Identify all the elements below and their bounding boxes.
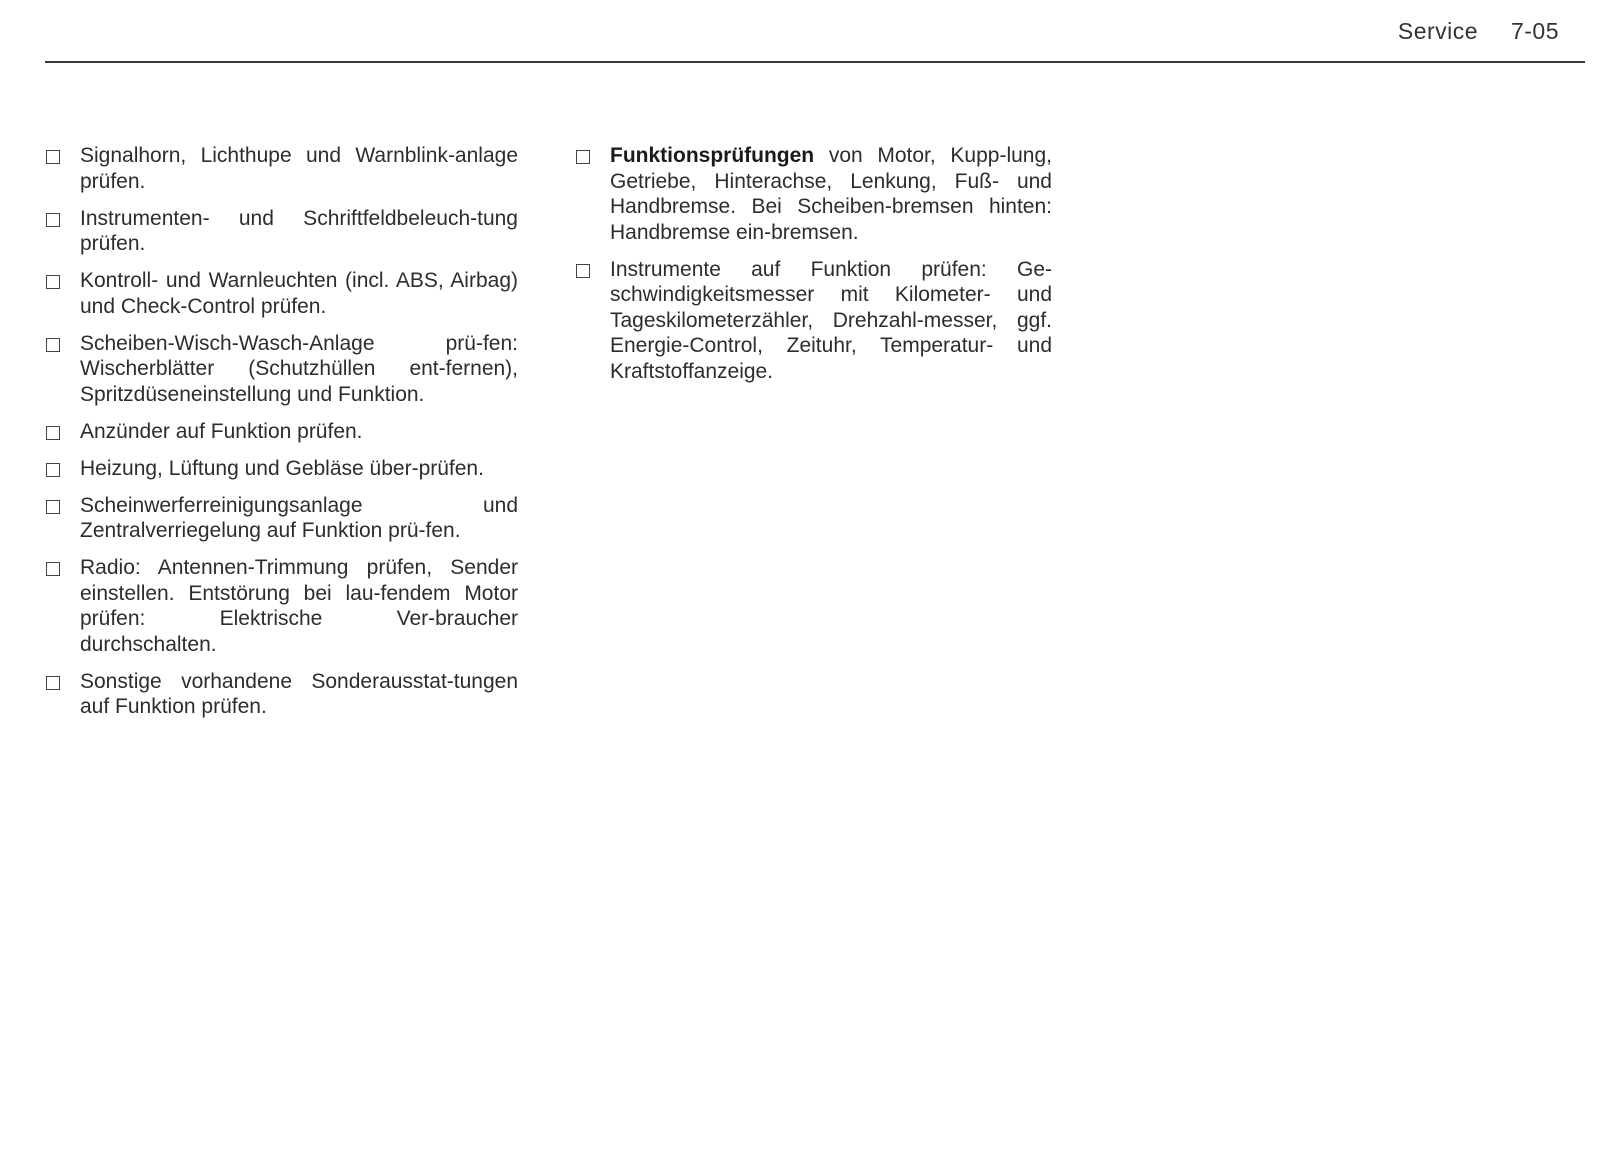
checklist-item bbox=[42, 493, 518, 544]
checklist-item bbox=[42, 669, 518, 720]
checklist-item-text: Sonstige vorhandene Sonderausstat-tungen auf Funktion prüfen. bbox=[80, 669, 518, 718]
checkbox-icon bbox=[46, 338, 60, 352]
checkbox-icon bbox=[46, 213, 60, 227]
checkbox-icon bbox=[46, 275, 60, 289]
page-number: 7-05 bbox=[1510, 18, 1559, 44]
checklist-item bbox=[42, 268, 518, 319]
checklist-item bbox=[42, 555, 518, 657]
section-title: Service bbox=[1397, 18, 1479, 44]
checklist-item bbox=[42, 331, 518, 408]
checkbox-icon bbox=[46, 500, 60, 514]
checkbox-icon bbox=[46, 676, 60, 690]
page-header bbox=[1398, 18, 1559, 45]
checklist-item-text: Signalhorn, Lichthupe und Warnblink-anlage prüfen. bbox=[80, 144, 518, 193]
checklist-item-heading: Funktionsprüfungen bbox=[610, 144, 815, 167]
checklist-item-text: Anzünder auf Funktion prüfen. bbox=[80, 419, 363, 443]
checklist-item bbox=[42, 456, 518, 482]
checklist-item-text: Scheinwerferreinigungsanlage und Zentralverriegelung auf Funktion prü-fen. bbox=[80, 493, 518, 542]
checkbox-icon bbox=[576, 150, 590, 164]
checklist-item bbox=[572, 143, 1052, 245]
checklist-item-text: Instrumente auf Funktion prüfen: Ge-schwindigkeitsmesser mit Kilometer- und Tageskilometerzähler, Drehzahl-messer, ggf. Energie-Control, Zeituhr, Temperatur- und Kraftstoffanzeige. bbox=[610, 257, 1052, 383]
checklist-item-text: Instrumenten- und Schriftfeldbeleuch-tung prüfen. bbox=[80, 206, 518, 255]
checklist-item bbox=[42, 143, 518, 194]
header-rule bbox=[45, 61, 1585, 63]
checkbox-icon bbox=[46, 463, 60, 477]
checklist-item-text: Kontroll- und Warnleuchten (incl. ABS, Airbag) und Check-Control prüfen. bbox=[80, 269, 518, 318]
checklist-item-text: Scheiben-Wisch-Wasch-Anlage prü-fen: Wischerblätter (Schutzhüllen ent-fernen), Spritzdüseneinstellung und Funktion. bbox=[80, 331, 518, 406]
checklist-item-text: von Motor, Kupp-lung, Getriebe, Hinterachse, Lenkung, Fuß- und Handbremse. Bei Scheiben-bremsen hinten: Handbremse ein-bremsen. bbox=[610, 144, 1052, 244]
checklist-item-text: Radio: Antennen-Trimmung prüfen, Sender einstellen. Entstörung bei lau-fendem Motor prüfen: Elektrische Ver-braucher durchschalten. bbox=[80, 556, 518, 656]
checklist-item bbox=[572, 257, 1052, 385]
checklist-item bbox=[42, 419, 518, 445]
checkbox-icon bbox=[46, 150, 60, 164]
left-checklist bbox=[42, 143, 518, 731]
checklist-item-text: Heizung, Lüftung und Gebläse über-prüfen. bbox=[80, 456, 484, 480]
checklist-item bbox=[42, 206, 518, 257]
right-checklist bbox=[572, 143, 1052, 396]
checkbox-icon bbox=[576, 264, 590, 278]
checkbox-icon bbox=[46, 426, 60, 440]
checkbox-icon bbox=[46, 562, 60, 576]
